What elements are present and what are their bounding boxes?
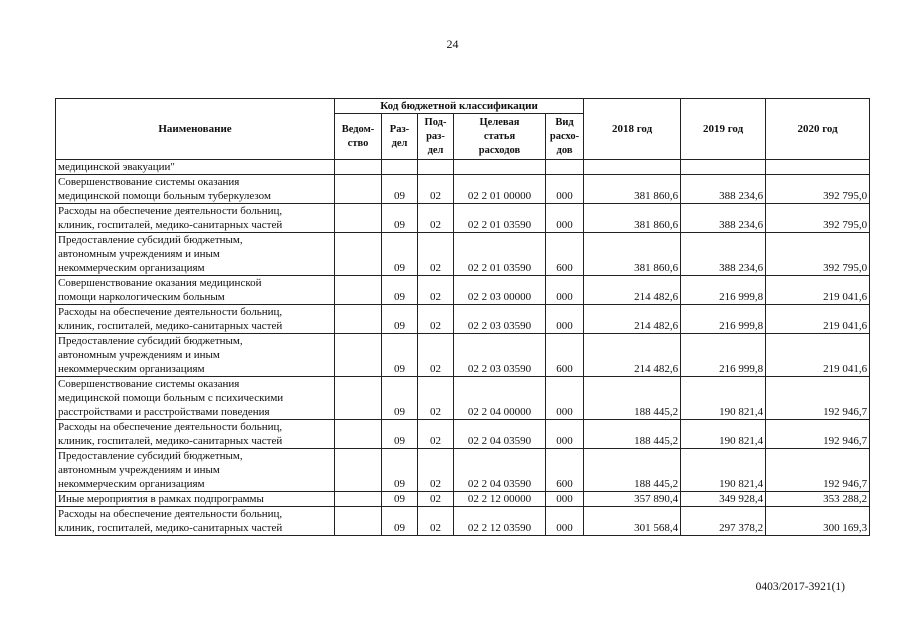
table-row [56,507,870,536]
header-razdel: Раз- дел [382,114,418,160]
row-podrazdel: 02 [418,233,454,276]
row-2018: 357 890,4 [584,492,681,507]
row-2020: 192 946,7 [766,377,870,420]
row-2018: 214 482,6 [584,276,681,305]
row-vid: 000 [546,377,584,420]
row-name: Иные мероприятия в рамках подпрограммы [56,492,335,507]
row-razdel: 09 [382,492,418,507]
row-2018: 188 445,2 [584,420,681,449]
row-2018: 381 860,6 [584,233,681,276]
row-razdel: 09 [382,276,418,305]
row-vid: 600 [546,233,584,276]
row-2019: 216 999,8 [681,276,766,305]
row-target: 02 2 04 03590 [454,449,546,492]
table-row [56,449,870,492]
row-2020: 192 946,7 [766,449,870,492]
table-row [56,492,870,507]
header-code-group: Код бюджетной классификации [335,99,584,114]
table-row [56,377,870,420]
row-2020: 392 795,0 [766,175,870,204]
row-razdel: 09 [382,507,418,536]
row-podrazdel: 02 [418,377,454,420]
row-2019: 388 234,6 [681,175,766,204]
row-podrazdel: 02 [418,420,454,449]
row-name: Совершенствование системы оказания медицинской помощи больным с психическими расстройствами и расстройствами поведения [56,377,335,420]
row-vedomstvo [335,420,382,449]
row-name: Совершенствование оказания медицинской помощи наркологическим больным [56,276,335,305]
row-target: 02 2 01 03590 [454,204,546,233]
row-razdel: 09 [382,449,418,492]
row-name: Предоставление субсидий бюджетным, автономным учреждениям и иным некоммерческим организациям [56,449,335,492]
row-target: 02 2 03 03590 [454,305,546,334]
row-2020: 219 041,6 [766,276,870,305]
header-2018: 2018 год [584,99,681,160]
row-2018: 214 482,6 [584,334,681,377]
row-2018: 301 568,4 [584,507,681,536]
row-2020: 353 288,2 [766,492,870,507]
row-vid: 000 [546,492,584,507]
budget-table [55,98,870,536]
row-razdel: 09 [382,233,418,276]
table-row [56,334,870,377]
table-row [56,233,870,276]
row-target: 02 2 04 03590 [454,420,546,449]
row-vedomstvo [335,305,382,334]
row-name: Совершенствование системы оказания медицинской помощи больным туберкулезом [56,175,335,204]
row-vid: 000 [546,175,584,204]
row-target: 02 2 01 03590 [454,233,546,276]
header-2020: 2020 год [766,99,870,160]
document-code: 0403/2017-3921(1) [755,581,845,593]
row-podrazdel: 02 [418,204,454,233]
row-razdel: 09 [382,204,418,233]
row-vid: 000 [546,305,584,334]
row-razdel: 09 [382,334,418,377]
row-podrazdel: 02 [418,449,454,492]
row-2018: 381 860,6 [584,175,681,204]
row-podrazdel: 02 [418,334,454,377]
row-2019: 349 928,4 [681,492,766,507]
row-2020: 219 041,6 [766,334,870,377]
row-name: Расходы на обеспечение деятельности больниц, клиник, госпиталей, медико-санитарных частей [56,204,335,233]
table-row [56,175,870,204]
header-vedomstvo: Ведом- ство [335,114,382,160]
row-name: Расходы на обеспечение деятельности больниц, клиник, госпиталей, медико-санитарных частей [56,420,335,449]
row-vedomstvo [335,507,382,536]
row-2019: 190 821,4 [681,449,766,492]
row-razdel: 09 [382,420,418,449]
row-2020: 392 795,0 [766,204,870,233]
row-vedomstvo [335,334,382,377]
table-row [56,305,870,334]
row-vedomstvo [335,449,382,492]
row-name: Предоставление субсидий бюджетным, автономным учреждениям и иным некоммерческим организациям [56,233,335,276]
row-podrazdel: 02 [418,175,454,204]
row-podrazdel: 02 [418,276,454,305]
row-2018: 188 445,2 [584,377,681,420]
row-razdel: 09 [382,377,418,420]
row-name: Предоставление субсидий бюджетным, автономным учреждениям и иным некоммерческим организациям [56,334,335,377]
header-2019: 2019 год [681,99,766,160]
row-vid: 000 [546,276,584,305]
table-row [56,204,870,233]
row-target: 02 2 03 00000 [454,276,546,305]
row-vedomstvo [335,204,382,233]
row-target: 02 2 12 03590 [454,507,546,536]
continuation-row [56,160,870,175]
row-2020: 392 795,0 [766,233,870,276]
row-vedomstvo [335,233,382,276]
row-vid: 600 [546,449,584,492]
header-vid: Вид расхо- дов [546,114,584,160]
table-row [56,276,870,305]
row-2020: 192 946,7 [766,420,870,449]
row-target: 02 2 01 00000 [454,175,546,204]
row-vid: 000 [546,420,584,449]
row-2018: 214 482,6 [584,305,681,334]
row-vid: 600 [546,334,584,377]
table-row [56,420,870,449]
row-2018: 188 445,2 [584,449,681,492]
header-target: Целевая статья расходов [454,114,546,160]
header-podrazdel: Под- раз- дел [418,114,454,160]
row-podrazdel: 02 [418,507,454,536]
header-name: Наименование [56,99,335,160]
row-2019: 388 234,6 [681,204,766,233]
row-name: Расходы на обеспечение деятельности больниц, клиник, госпиталей, медико-санитарных частей [56,507,335,536]
row-vid: 000 [546,507,584,536]
row-2019: 388 234,6 [681,233,766,276]
row-2019: 190 821,4 [681,377,766,420]
row-podrazdel: 02 [418,305,454,334]
row-razdel: 09 [382,305,418,334]
row-vedomstvo [335,377,382,420]
row-2020: 219 041,6 [766,305,870,334]
page-number: 24 [446,37,459,51]
row-vedomstvo [335,175,382,204]
row-target: 02 2 12 00000 [454,492,546,507]
row-vid: 000 [546,204,584,233]
row-2019: 216 999,8 [681,305,766,334]
row-target: 02 2 04 00000 [454,377,546,420]
row-2019: 190 821,4 [681,420,766,449]
row-2019: 216 999,8 [681,334,766,377]
row-target: 02 2 03 03590 [454,334,546,377]
row-razdel: 09 [382,175,418,204]
row-vedomstvo [335,276,382,305]
row-2020: 300 169,3 [766,507,870,536]
row-vedomstvo [335,492,382,507]
row-podrazdel: 02 [418,492,454,507]
row-2019: 297 378,2 [681,507,766,536]
row-name: Расходы на обеспечение деятельности больниц, клиник, госпиталей, медико-санитарных частей [56,305,335,334]
continuation-text: медицинской эвакуации" [56,160,335,175]
row-2018: 381 860,6 [584,204,681,233]
